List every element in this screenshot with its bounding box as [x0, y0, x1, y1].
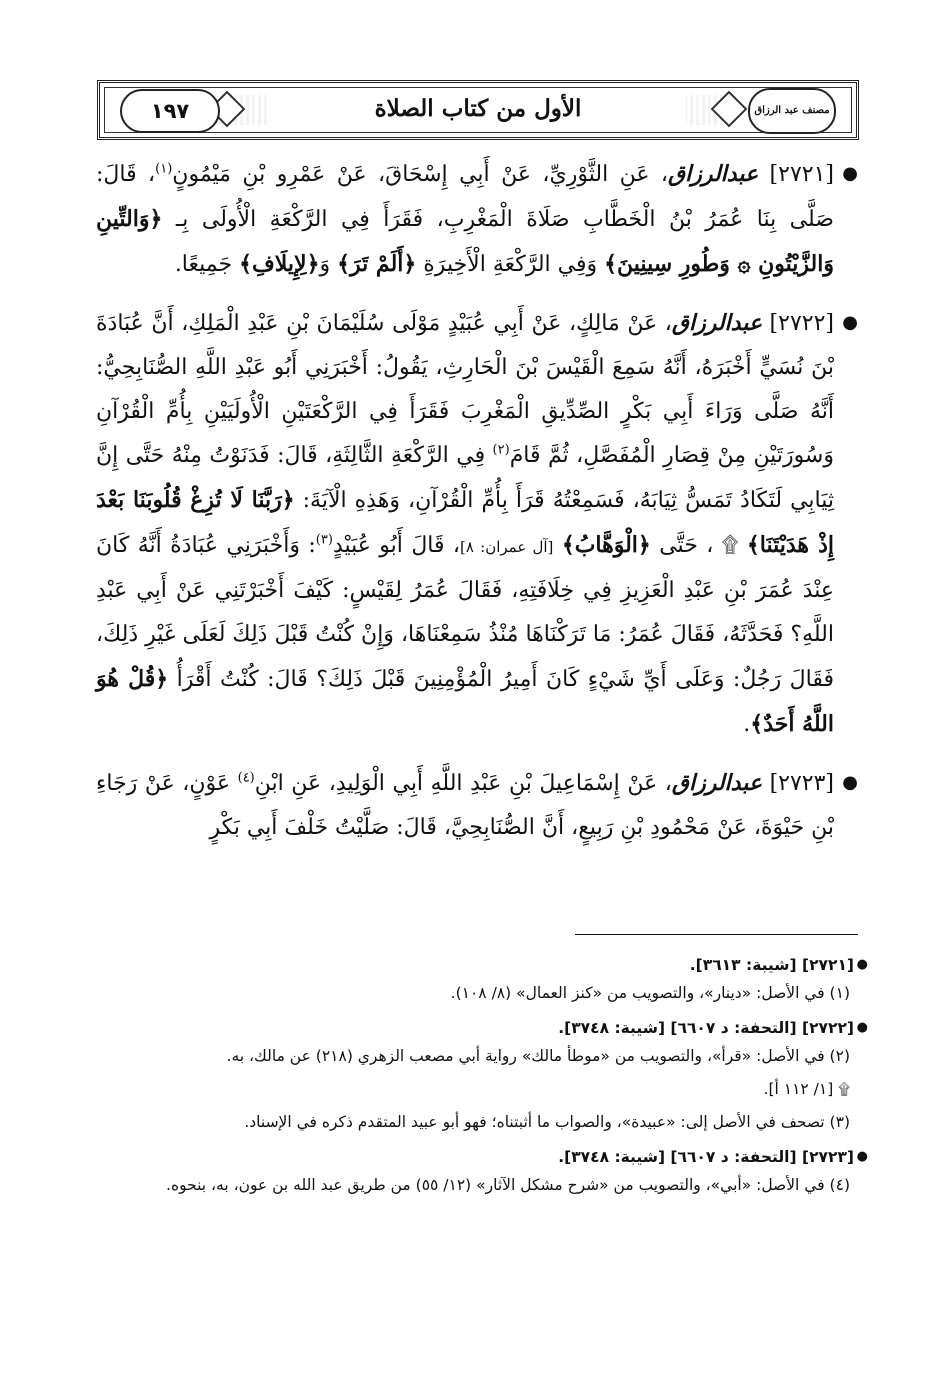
chapter-title: الأول من كتاب الصلاة [270, 89, 686, 129]
hadith-text: ، عَنْ إِسْمَاعِيلَ بْنِ عَبْدِ اللَّهِ أَبِي الْوَلِيدِ، عَنِ ابْنِ [254, 771, 672, 796]
hadith-text: ، عَنِ الثَّوْرِيِّ، عَنْ أَبِي إِسْحَاقَ، عَنْ عَمْرِو بْنِ مَيْمُونٍ [172, 162, 669, 187]
footnote-folio: ۩ [١/ ١١٢ أ]. [763, 1080, 850, 1098]
main-text [96, 152, 858, 864]
hadith-text: ، قَالَ: صَلَّى بِنَا عُمَرُ بْنُ الْخَطَّابِ صَلَاةَ الْمَغْرِبِ، فَقَرَأَ فِي الرَّكْعَةِ الْأُولَى بِـ [96, 162, 834, 232]
hadith-text: ۩ ، حَتَّى [659, 533, 739, 558]
quran-verse: ﴿قُلْ هُوَ اللَّهُ أَحَدٌ﴾ [96, 666, 834, 737]
hadith-text: عَوْنٍ، عَنْ رَجَاءِ بْنِ حَيْوَةَ، عَنْ مَحْمُودِ بْنِ رَبِيعٍ، أَنَّ الصُّنَابِحِيَّ، قَالَ: صَلَّيْتُ خَلْفَ أَبِي بَكْرٍ [96, 771, 834, 840]
footnote-text: [٢٧٢٣] [التحفة: د ٦٦٠٧] [شيبة: ٣٧٤٨]. [558, 1148, 854, 1166]
footnote-ref [96, 1142, 868, 1172]
quran-verse: ﴿رَبَّنَا لَا تُزِغْ قُلُوبَنَا بَعْدَ إِذْ هَدَيْتَنَا﴾ [96, 487, 835, 558]
hadith-text: ، قَالَ أَبُو عُبَيْدٍ [332, 533, 461, 558]
logo-text: مصنف عبد الرزاق [754, 105, 830, 116]
footnote-ref [96, 1013, 868, 1043]
footnote-ref [96, 950, 868, 980]
hadith-2723 [96, 761, 858, 850]
quran-verse: ﴿لِإِيلَافِ﴾ [239, 251, 320, 277]
book-logo [748, 88, 836, 134]
verse-reference: [آل عمران: ٨] [460, 538, 554, 556]
footnote-marker: (٣) [315, 532, 333, 548]
quran-verse: ﴿الْوَهَّابُ﴾ [561, 532, 651, 558]
footnote-separator [575, 934, 858, 935]
hadith-text: وَفِي الرَّكْعَةِ الْأَخِيرَةِ [423, 252, 598, 277]
bullet-icon: ● [842, 312, 858, 333]
hadith-text: وَ [319, 252, 331, 277]
quran-verse: ﴿أَلَمْ تَرَ﴾ [337, 251, 417, 277]
hadith-number: [٢٧٢١] [769, 162, 834, 187]
footnotes [96, 950, 868, 1205]
page-header [97, 80, 859, 140]
bullet-icon: ● [856, 957, 868, 972]
hadith-text: ، عَنْ مَالِكٍ، عَنْ أَبِي عُبَيْدٍ مَوْلَى سُلَيْمَانَ بْنِ عَبْدِ الْمَلِكِ، أَنَّ عُبَادَةَ بْنَ نُسَيٍّ أَخْبَرَهُ، أَنَّهُ سَمِعَ الْقَيْسَ بْنَ الْحَارِثِ، يَقُولُ: أَخْبَرَنِي أَبُو عَبْدِ اللَّهِ الصُّنَابِحِيُّ: أَنَّهُ صَلَّى وَرَاءَ أَبِي بَكْرٍ الصِّدِّيقِ الْمَغْرِبَ فَقَرَأَ فِي الرَّكْعَتَيْنِ الْأُولَيَيْنِ بِأُمِّ الْقُرْآنِ وَسُورَتَيْنِ مِنْ قِصَارِ الْمُفَصَّلِ، ثُمَّ قَامَ [96, 311, 834, 468]
hadith-2722 [96, 301, 858, 747]
bullet-icon: ● [842, 772, 858, 793]
footnote-marker: (٤) [237, 770, 255, 786]
page-number: ١٩٧ [120, 89, 220, 133]
bullet-icon: ● [856, 1020, 868, 1035]
footnote-marker: (١) [155, 161, 173, 177]
footnote-note: (١) في الأصل: «دينار»، والتصويب من «كنز العمال» (٨/ ١٠٨). [450, 984, 850, 1002]
hadith-text: فِي الرَّكْعَةِ الثَّالِثَةِ، قَالَ: فَدَنَوْتُ مِنْهُ حَتَّى إِنَّ ثِيَابِي لَتَكَادُ تَمَسُّ ثِيَابَهُ، فَسَمِعْتُهُ قَرَأَ بِأُمِّ الْقُرْآنِ، وَهَذِهِ الْآيَةَ: [96, 443, 834, 513]
hadith-number: [٢٧٢٣] [769, 771, 835, 796]
hadith-number: [٢٧٢٢] [769, 311, 834, 336]
footnote-marker: (٢) [492, 442, 510, 458]
hadith-text: : وَأَخْبَرَنِي عُبَادَةُ أَنَّهُ كَانَ عِنْدَ عُمَرَ بْنِ عَبْدِ الْعَزِيزِ فِي خِلَافَتِهِ، فَقَالَ عُمَرُ لِقَيْسٍ: كَيْفَ أَخْبَرْتَنِي عَنْ أَبِي عَبْدِ اللَّهِ؟ فَحَدَّثَهُ، فَقَالَ عُمَرُ: مَا تَرَكْنَاهَا مُنْذُ سَمِعْنَاهَا، وَإِنْ كُنْتُ قَبْلَ ذَلِكَ لَعَلَى غَيْرِ ذَلِكَ، فَقَالَ رَجُلٌ: وَعَلَى أَيِّ شَيْءٍ كَانَ أَمِيرُ الْمُؤْمِنِينَ قَبْلَ ذَلِكَ؟ قَالَ: كُنْتُ أَقْرَأُ [96, 533, 835, 692]
narrator: عبدالرزاق [671, 310, 762, 336]
footnote-text: [٢٧٢٢] [التحفة: د ٦٦٠٧] [شيبة: ٣٧٤٨]. [558, 1019, 854, 1037]
narrator: عبدالرزاق [668, 161, 759, 187]
footnote-note: (٢) في الأصل: «قرأ»، والتصويب من «موطأ مالك» رواية أبي مصعب الزهري (٢١٨) عن مالك، به. [226, 1047, 850, 1065]
hadith-text: . [743, 712, 751, 737]
footnote-note: (٤) في الأصل: «أبي»، والتصويب من «شرح مشكل الآثار» (١٢/ ٥٥) من طريق عبد الله بن عون، به، بنحوه. [166, 1176, 850, 1194]
hadith-text: جَمِيعًا. [174, 252, 233, 277]
bullet-icon: ● [842, 163, 858, 184]
narrator: عبدالرزاق [671, 770, 762, 796]
quran-verse: ﴿وَالتِّينِ وَالزَّيْتُونِ ۞ وَطُورِ سِينِينَ﴾ [96, 206, 834, 277]
footnote-note: (٣) تصحف في الأصل إلى: «عبيدة»، والصواب ما أثبتناه؛ فهو أبو عبيد المتقدم ذكره في الإسناد. [244, 1113, 850, 1131]
hadith-2721 [96, 152, 858, 287]
bullet-icon: ● [856, 1149, 868, 1164]
footnote-text: [٢٧٢١] [شيبة: ٣٦١٣]. [689, 956, 854, 974]
